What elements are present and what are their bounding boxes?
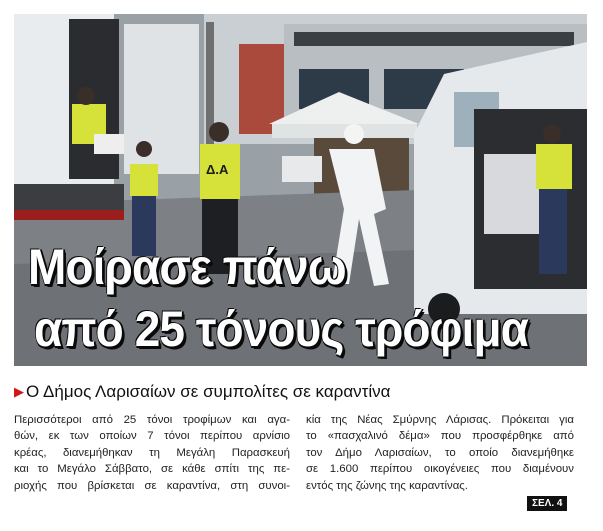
body-column-2 <box>306 412 574 494</box>
page-reference-badge[interactable]: ΣΕΛ. 4 <box>527 496 567 511</box>
body-line: Περισσότεροι από 25 τόνοι τροφίμων και αγα- <box>14 414 290 426</box>
headline-line-1: Μοίρασε πάνω <box>28 239 346 295</box>
subheadline-text: Ο Δήμος Λαρισαίων σε συμπολίτες σε καραντίνα <box>26 382 391 401</box>
body-line: και το Μεγάλο Σάββατο, σε κάθε σπίτι της πε- <box>14 463 290 476</box>
subheadline <box>14 381 587 404</box>
body-line: θών, εκ των οποίων 7 τόνοι περίπου αρνίσιο <box>14 430 290 443</box>
body-line: σε 1.600 περίπου οικογένειες που διαμένουν <box>306 463 574 476</box>
vest-label: Δ.Α <box>206 162 229 177</box>
body-line: εντός της ζώνης της καραντίνας. <box>306 479 468 492</box>
body-line: το «πασχαλινό δέμα» που προσφέρθηκε από <box>306 430 574 443</box>
body-line: τον Δήμο Λαρισαίων, το οποίο διανεμήθηκε <box>306 446 574 459</box>
body-line: κρέας, διανεμήθηκαν τη Μεγάλη Παρασκευή <box>14 446 290 459</box>
headline-line-2: από 25 τόνους τρόφιμα <box>34 301 528 357</box>
body-column-1 <box>14 412 290 494</box>
body-line: κία της Νέας Σμύρνης Λάρισας. Πρόκειται για <box>306 414 574 426</box>
triangle-bullet-icon: ▶ <box>14 384 24 399</box>
article-photo <box>14 14 587 366</box>
body-line: ριοχής που βρίσκεται σε καραντίνα, στη συνοι- <box>14 479 290 492</box>
